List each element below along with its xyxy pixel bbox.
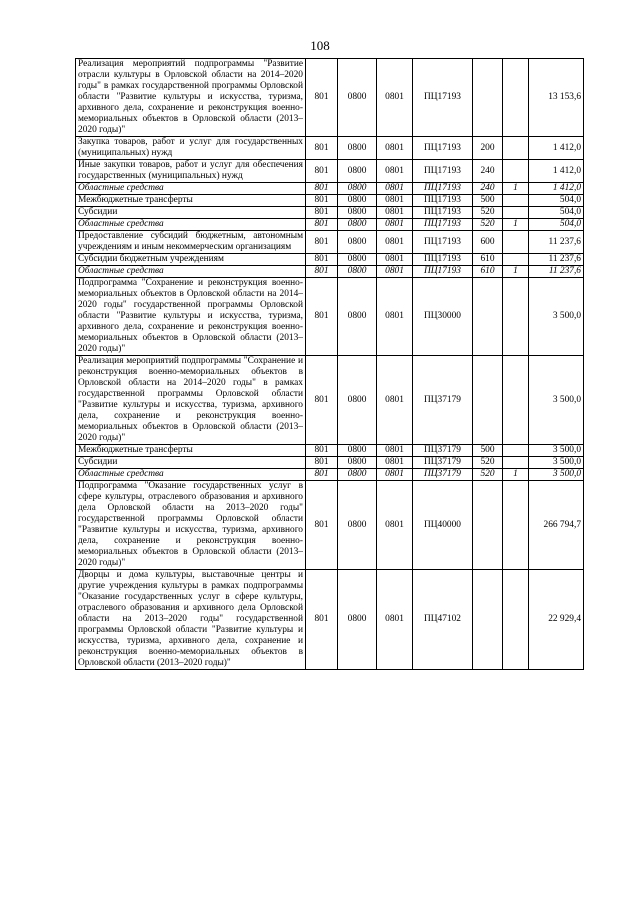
row-target-article: ПЦ37179 — [413, 457, 473, 469]
row-amount: 266 794,7 — [529, 481, 584, 570]
row-name: Областные средства — [76, 183, 306, 195]
row-target-article: ПЦ17193 — [413, 254, 473, 266]
row-amount: 11 237,6 — [529, 266, 584, 278]
row-funding-source — [503, 254, 529, 266]
row-name: Областные средства — [76, 266, 306, 278]
row-ved-code: 801 — [306, 231, 338, 254]
row-ved-code: 801 — [306, 278, 338, 356]
row-funding-source: 1 — [503, 266, 529, 278]
row-amount: 3 500,0 — [529, 356, 584, 445]
row-ved-code: 801 — [306, 195, 338, 207]
row-subsection-code: 0801 — [377, 137, 413, 160]
table-row — [76, 481, 584, 570]
row-section-code: 0800 — [338, 137, 377, 160]
row-target-article: ПЦ17193 — [413, 137, 473, 160]
row-expense-type — [473, 278, 503, 356]
row-funding-source — [503, 278, 529, 356]
row-section-code: 0800 — [338, 266, 377, 278]
row-funding-source: 1 — [503, 469, 529, 481]
row-name: Реализация мероприятий подпрограммы "Сохранение и реконструкция военно-мемориальных объектов в Орловской области на 2014–2020 годы" в рамках государственной программы Орловской области "Развитие культуры и искусства, туризма, архивного дела, сохранение и реконструкция военно-мемориальных объектов в Орловской области (2013–2020 годы)" — [76, 356, 306, 445]
table-row — [76, 254, 584, 266]
row-target-article: ПЦ17193 — [413, 231, 473, 254]
row-subsection-code: 0801 — [377, 254, 413, 266]
row-expense-type — [473, 59, 503, 137]
row-subsection-code: 0801 — [377, 160, 413, 183]
row-expense-type: 240 — [473, 160, 503, 183]
row-expense-type — [473, 570, 503, 670]
row-target-article: ПЦ37179 — [413, 445, 473, 457]
row-ved-code: 801 — [306, 356, 338, 445]
row-section-code: 0800 — [338, 570, 377, 670]
row-ved-code: 801 — [306, 137, 338, 160]
table-row — [76, 207, 584, 219]
row-amount: 504,0 — [529, 219, 584, 231]
row-funding-source — [503, 457, 529, 469]
row-subsection-code: 0801 — [377, 207, 413, 219]
row-section-code: 0800 — [338, 356, 377, 445]
row-section-code: 0800 — [338, 59, 377, 137]
row-funding-source — [503, 356, 529, 445]
row-ved-code: 801 — [306, 266, 338, 278]
row-funding-source: 1 — [503, 183, 529, 195]
row-amount: 1 412,0 — [529, 183, 584, 195]
row-section-code: 0800 — [338, 195, 377, 207]
row-expense-type: 500 — [473, 445, 503, 457]
row-target-article: ПЦ17193 — [413, 219, 473, 231]
row-funding-source — [503, 445, 529, 457]
row-subsection-code: 0801 — [377, 231, 413, 254]
table-row — [76, 570, 584, 670]
row-target-article: ПЦ40000 — [413, 481, 473, 570]
row-expense-type: 200 — [473, 137, 503, 160]
row-funding-source — [503, 231, 529, 254]
row-amount: 3 500,0 — [529, 278, 584, 356]
row-target-article: ПЦ17193 — [413, 59, 473, 137]
row-subsection-code: 0801 — [377, 219, 413, 231]
row-ved-code: 801 — [306, 254, 338, 266]
row-target-article: ПЦ17193 — [413, 207, 473, 219]
row-section-code: 0800 — [338, 254, 377, 266]
row-name: Закупка товаров, работ и услуг для государственных (муниципальных) нужд — [76, 137, 306, 160]
row-name: Субсидии — [76, 207, 306, 219]
row-amount: 3 500,0 — [529, 445, 584, 457]
row-subsection-code: 0801 — [377, 570, 413, 670]
row-amount: 3 500,0 — [529, 457, 584, 469]
row-target-article: ПЦ17193 — [413, 160, 473, 183]
row-subsection-code: 0801 — [377, 266, 413, 278]
table-row — [76, 183, 584, 195]
row-amount: 504,0 — [529, 195, 584, 207]
row-amount: 1 412,0 — [529, 137, 584, 160]
row-ved-code: 801 — [306, 445, 338, 457]
row-section-code: 0800 — [338, 278, 377, 356]
row-ved-code: 801 — [306, 457, 338, 469]
row-expense-type — [473, 481, 503, 570]
table-row — [76, 160, 584, 183]
row-amount: 3 500,0 — [529, 469, 584, 481]
row-funding-source — [503, 59, 529, 137]
table-row — [76, 469, 584, 481]
row-name: Межбюджетные трансферты — [76, 195, 306, 207]
row-name: Областные средства — [76, 219, 306, 231]
table-row — [76, 231, 584, 254]
row-expense-type: 500 — [473, 195, 503, 207]
row-section-code: 0800 — [338, 207, 377, 219]
row-target-article: ПЦ17193 — [413, 183, 473, 195]
row-amount: 22 929,4 — [529, 570, 584, 670]
row-funding-source — [503, 481, 529, 570]
row-section-code: 0800 — [338, 231, 377, 254]
row-section-code: 0800 — [338, 219, 377, 231]
row-expense-type: 600 — [473, 231, 503, 254]
row-section-code: 0800 — [338, 183, 377, 195]
row-target-article: ПЦ17193 — [413, 195, 473, 207]
page-number: 108 — [310, 38, 330, 53]
row-target-article: ПЦ47102 — [413, 570, 473, 670]
row-ved-code: 801 — [306, 183, 338, 195]
table-row — [76, 457, 584, 469]
row-amount: 11 237,6 — [529, 231, 584, 254]
row-amount: 11 237,6 — [529, 254, 584, 266]
row-name: Дворцы и дома культуры, выставочные центры и другие учреждения культуры в рамках подпрограммы "Оказание государственных услуг в сфере культуры, отраслевого образования и архивного дела Орловской области на 2013–2020 годы" государственной программы Орловской области "Развитие культуры и искусства, туризма, архивного дела, сохранение и реконструкция военно-мемориальных объектов в Орловской области (2013–2020 годы)" — [76, 570, 306, 670]
row-name: Иные закупки товаров, работ и услуг для обеспечения государственных (муниципальных) нужд — [76, 160, 306, 183]
row-expense-type: 520 — [473, 219, 503, 231]
row-name: Межбюджетные трансферты — [76, 445, 306, 457]
table-row — [76, 219, 584, 231]
row-ved-code: 801 — [306, 59, 338, 137]
row-subsection-code: 0801 — [377, 59, 413, 137]
row-name: Субсидии бюджетным учреждениям — [76, 254, 306, 266]
row-subsection-code: 0801 — [377, 183, 413, 195]
row-name: Реализация мероприятий подпрограммы "Развитие отрасли культуры в Орловской области на 2014–2020 годы" в рамках государственной программы Орловской области "Развитие культуры и искусства, туризма, архивного дела, сохранение и реконструкция военно-мемориальных объектов в Орловской области (2013–2020 годы)" — [76, 59, 306, 137]
row-target-article: ПЦ37179 — [413, 469, 473, 481]
table-row — [76, 195, 584, 207]
row-name: Подпрограмма "Оказание государственных услуг в сфере культуры, отраслевого образования и архивного дела Орловской области на 2013–2020 годы" государственной программы Орловской области "Развитие культуры и искусства, туризма, архивного дела, сохранение и реконструкция военно-мемориальных объектов в Орловской области (2013–2020 годы)" — [76, 481, 306, 570]
row-ved-code: 801 — [306, 469, 338, 481]
table-row — [76, 266, 584, 278]
row-amount: 1 412,0 — [529, 160, 584, 183]
row-expense-type — [473, 356, 503, 445]
row-expense-type: 520 — [473, 469, 503, 481]
row-funding-source — [503, 207, 529, 219]
budget-table — [75, 58, 584, 670]
row-ved-code: 801 — [306, 481, 338, 570]
row-expense-type: 520 — [473, 207, 503, 219]
row-funding-source — [503, 137, 529, 160]
row-target-article: ПЦ30000 — [413, 278, 473, 356]
row-name: Предоставление субсидий бюджетным, автономным учреждениям и иным некоммерческим организациям — [76, 231, 306, 254]
row-section-code: 0800 — [338, 469, 377, 481]
table-row — [76, 278, 584, 356]
row-ved-code: 801 — [306, 570, 338, 670]
row-target-article: ПЦ17193 — [413, 266, 473, 278]
row-amount: 13 153,6 — [529, 59, 584, 137]
row-subsection-code: 0801 — [377, 195, 413, 207]
row-target-article: ПЦ37179 — [413, 356, 473, 445]
row-expense-type: 610 — [473, 266, 503, 278]
row-subsection-code: 0801 — [377, 445, 413, 457]
row-funding-source — [503, 160, 529, 183]
row-section-code: 0800 — [338, 445, 377, 457]
row-subsection-code: 0801 — [377, 457, 413, 469]
row-ved-code: 801 — [306, 160, 338, 183]
row-expense-type: 240 — [473, 183, 503, 195]
row-section-code: 0800 — [338, 160, 377, 183]
row-ved-code: 801 — [306, 219, 338, 231]
row-name: Подпрограмма "Сохранение и реконструкция военно-мемориальных объектов в Орловской области на 2014–2020 годы" государственной программы Орловской области "Развитие культуры и искусства, туризма, архивного дела, сохранение и реконструкция военно-мемориальных объектов в Орловской области (2013–2020 годы)" — [76, 278, 306, 356]
row-subsection-code: 0801 — [377, 356, 413, 445]
table-row — [76, 59, 584, 137]
row-name: Областные средства — [76, 469, 306, 481]
row-section-code: 0800 — [338, 481, 377, 570]
row-funding-source — [503, 195, 529, 207]
row-expense-type: 610 — [473, 254, 503, 266]
row-ved-code: 801 — [306, 207, 338, 219]
row-amount: 504,0 — [529, 207, 584, 219]
row-expense-type: 520 — [473, 457, 503, 469]
row-name: Субсидии — [76, 457, 306, 469]
row-funding-source: 1 — [503, 219, 529, 231]
row-section-code: 0800 — [338, 457, 377, 469]
table-row — [76, 445, 584, 457]
table-row — [76, 356, 584, 445]
table-row — [76, 137, 584, 160]
row-subsection-code: 0801 — [377, 278, 413, 356]
row-funding-source — [503, 570, 529, 670]
row-subsection-code: 0801 — [377, 469, 413, 481]
row-subsection-code: 0801 — [377, 481, 413, 570]
